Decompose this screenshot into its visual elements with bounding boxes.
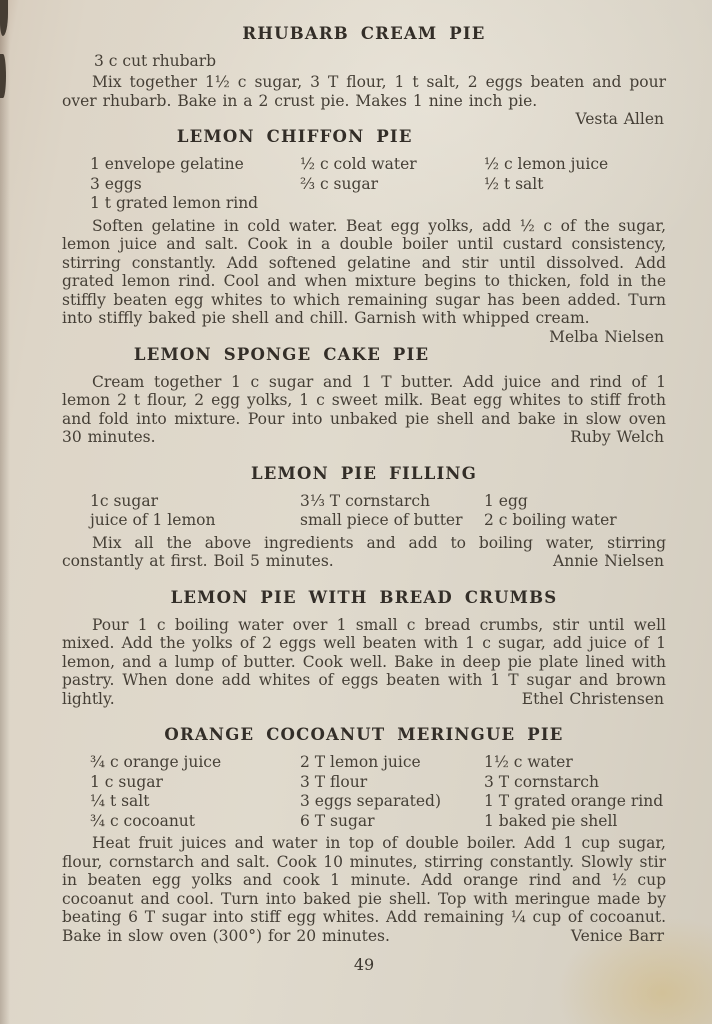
- page-content: [62, 24, 666, 974]
- ingredients-table: [62, 492, 666, 531]
- recipe-instructions: [62, 616, 666, 709]
- recipe-author: Melba Nielsen: [549, 327, 664, 346]
- recipe-instructions: [62, 216, 666, 346]
- recipe-author: Ethel Christensen: [521, 689, 664, 708]
- recipe-title: RHUBARB CREAM PIE: [242, 24, 486, 43]
- ingredient: 1 T grated orange rind: [484, 792, 664, 810]
- recipe-orange-cocoanut-meringue-pie: [62, 725, 666, 945]
- ingredient: 1c sugar: [90, 491, 158, 510]
- ingredients-column: [90, 155, 300, 214]
- recipe-instructions: [62, 373, 666, 447]
- ingredient: ½ t salt: [484, 174, 544, 193]
- ingredient: ½ c cold water: [300, 155, 417, 173]
- recipe-title: LEMON SPONGE CAKE PIE: [133, 344, 430, 364]
- ingredients-table: [62, 155, 666, 214]
- ingredient: 3 T flour: [300, 772, 368, 791]
- instructions-text: Pour 1 c boiling water over 1 small c bread crumbs, stir until well mixed. Add the yolks of 2 eggs well beaten with 1 c sugar, add juice of 1 lemon, and a lump of butter. Cook well. Bake in deep pie plate lined with pastry. When done add whites of eggs beaten with 1 T sugar and brown lightly.: [62, 615, 666, 708]
- recipe-lemon-chiffon-pie: [62, 127, 666, 346]
- ingredients-table: [62, 753, 666, 831]
- ingredient: juice of 1 lemon: [90, 511, 216, 529]
- recipe-instructions: [62, 534, 666, 571]
- ingredient-line: 3 c cut rhubarb: [94, 52, 217, 70]
- instructions-text: Heat fruit juices and water in top of double boiler. Add 1 cup sugar, flour, cornstarch and salt. Cook 10 minutes, stirring constantly. Slowly stir in beaten egg yolks and cook 1 minute. Add orange rind and ½ cup cocoanut and cool. Turn into baked pie shell. Top with meringue made by beating 6 T sugar into stiff egg whites. Add remaining ¼ cup of cocoanut. Bake in slow oven (300°) for 20 minutes.: [62, 834, 666, 945]
- recipe-lemon-pie-filling: [62, 464, 666, 571]
- ingredient: 6 T sugar: [300, 811, 375, 830]
- recipe-author: Vesta Allen: [575, 110, 664, 128]
- ingredient: 3 T cornstarch: [484, 772, 599, 791]
- ingredient: 1 egg: [484, 491, 528, 510]
- ingredient: 1 baked pie shell: [484, 811, 618, 830]
- instructions-text: Mix together 1½ c sugar, 3 T flour, 1 t salt, 2 eggs beaten and pour over rhubarb. Bake in a 2 crust pie. Makes 1 nine inch pie.: [62, 73, 666, 110]
- ingredient: small piece of butter: [300, 511, 463, 529]
- recipe-title: LEMON PIE FILLING: [250, 463, 477, 483]
- page-number: 49: [353, 955, 375, 974]
- ingredients-column: [484, 753, 666, 831]
- ingredient: 2 T lemon juice: [300, 753, 421, 771]
- ingredient: 1 c sugar: [90, 772, 163, 791]
- recipe-author: Venice Barr: [570, 926, 664, 945]
- recipe-lemon-pie-with-bread-crumbs: [62, 588, 666, 709]
- ingredient: 1 envelope gelatine: [90, 155, 244, 173]
- binding-edge-shadow: [0, 0, 10, 1024]
- ingredient: 3 eggs: [90, 174, 142, 193]
- ingredient: ⅔ c sugar: [300, 174, 379, 193]
- recipe-author: Ruby Welch: [570, 428, 664, 446]
- ingredient: 1½ c water: [484, 753, 573, 771]
- ingredients-column: [484, 155, 666, 214]
- ingredients-column: [300, 753, 484, 831]
- ingredient: 3⅓ T cornstarch: [300, 491, 430, 510]
- recipe-title: ORANGE COCOANUT MERINGUE PIE: [164, 725, 564, 744]
- ingredient: ¼ t salt: [90, 792, 150, 810]
- ingredients-column: [300, 492, 484, 531]
- instructions-text: Soften gelatine in cold water. Beat egg yolks, add ½ c of the sugar, lemon juice and salt. Cook in a double boiler until custard consistency, stirring constantly. Add softened gelatine and stir until dissolved. Add grated lemon rind. Cool and when mixture begins to thicken, fold in the stiffly beaten egg whites to which remaining sugar has been added. Turn into stiffly baked pie shell and chill. Garnish with whipped cream.: [62, 216, 666, 327]
- instructions-text: Mix all the above ingredients and add to boiling water, stirring constantly at first. Boil 5 minutes.: [62, 533, 666, 570]
- ingredient: ½ c lemon juice: [484, 155, 609, 173]
- ingredient: 1 t grated lemon rind: [90, 194, 259, 212]
- recipe-rhubarb-cream-pie: [62, 24, 666, 128]
- recipe-instructions: [62, 73, 666, 128]
- recipe-title: LEMON PIE WITH BREAD CRUMBS: [170, 587, 558, 607]
- ingredient: ¾ c orange juice: [90, 753, 222, 771]
- instructions-text: Cream together 1 c sugar and 1 T butter. Add juice and rind of 1 lemon 2 t flour, 2 egg yolks, 1 c sweet milk. Beat egg whites to stiff froth and fold into mixture. Pour into unbaked pie shell and bake in slow oven 30 minutes.: [62, 372, 666, 446]
- ingredients-column: [484, 492, 666, 531]
- recipe-lemon-sponge-cake-pie: [62, 345, 666, 447]
- ingredient: 3 eggs separated): [300, 792, 441, 810]
- recipe-instructions: [62, 834, 666, 945]
- ingredients-column: [300, 155, 484, 214]
- recipe-author: Annie Nielsen: [553, 552, 664, 570]
- ingredient: 2 c boiling water: [484, 511, 617, 529]
- torn-edge-notch: [0, 54, 6, 98]
- recipe-title: LEMON CHIFFON PIE: [176, 127, 413, 146]
- ingredients-column: [90, 753, 300, 831]
- ingredient: ¾ c cocoanut: [90, 811, 196, 830]
- ingredients-column: [90, 492, 300, 531]
